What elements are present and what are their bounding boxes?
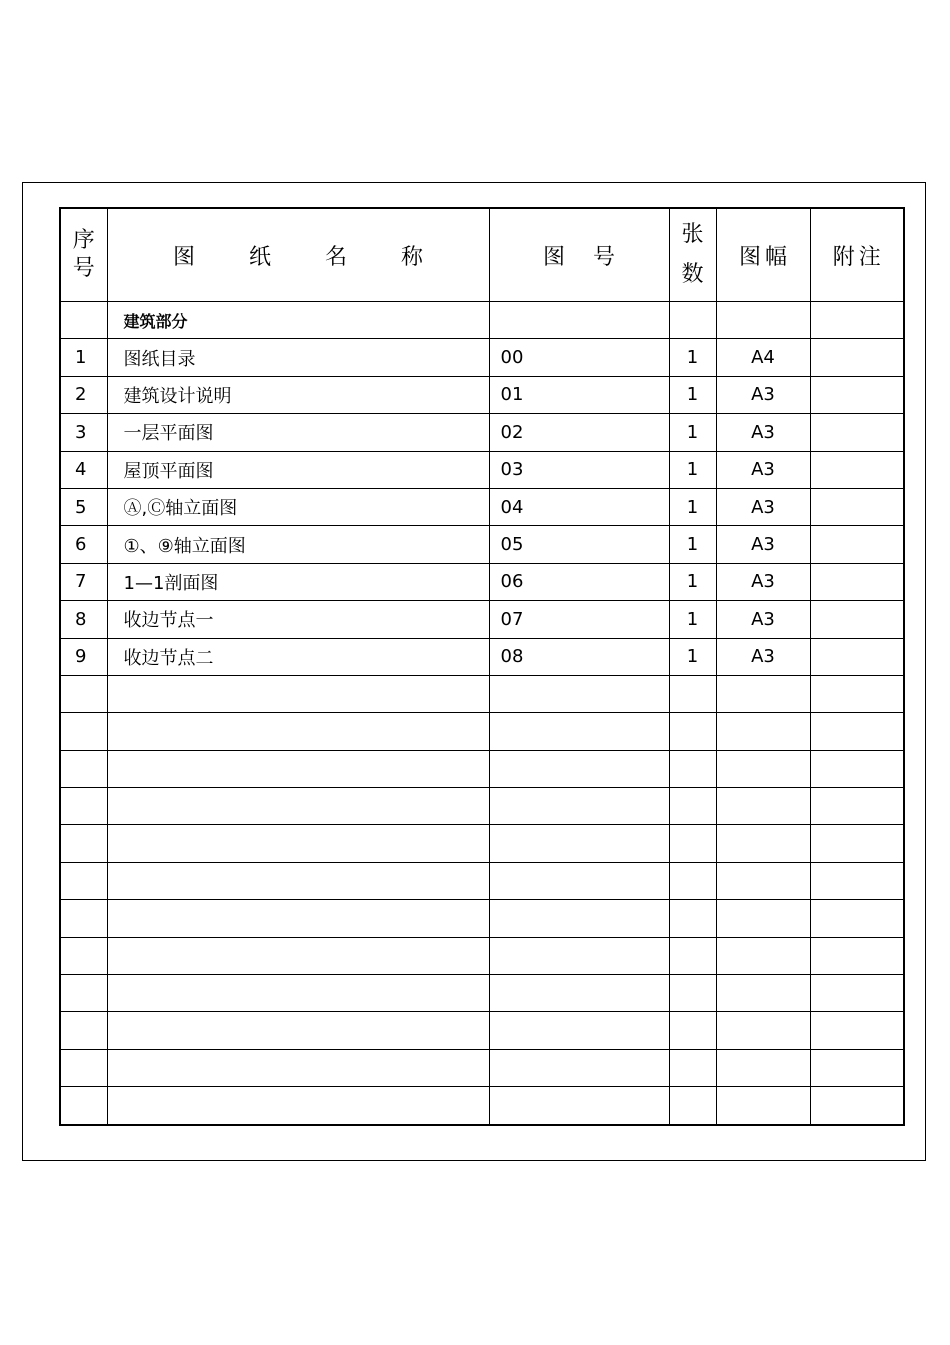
cell-number xyxy=(489,713,669,750)
cell-number xyxy=(489,862,669,899)
cell-note xyxy=(810,675,904,712)
table-row xyxy=(60,488,904,525)
cell-size: A3 xyxy=(716,638,810,675)
empty-row xyxy=(60,675,904,712)
cell-seq: 6 xyxy=(60,526,107,563)
cell-seq xyxy=(60,302,107,339)
header-seq: 序 号 xyxy=(60,208,107,302)
cell-note xyxy=(810,937,904,974)
cell-size xyxy=(716,1087,810,1125)
cell-number: 02 xyxy=(489,414,669,451)
cell-number xyxy=(489,1049,669,1086)
cell-seq: 1 xyxy=(60,339,107,376)
cell-count xyxy=(669,713,716,750)
section-row xyxy=(60,302,904,339)
cell-size xyxy=(716,825,810,862)
cell-note xyxy=(810,750,904,787)
section-label: 建筑部分 xyxy=(107,302,489,339)
header-name: 图 纸 名 称 xyxy=(107,208,489,302)
cell-name: 收边节点二 xyxy=(107,638,489,675)
empty-row xyxy=(60,937,904,974)
cell-size: A3 xyxy=(716,488,810,525)
cell-count: 1 xyxy=(669,414,716,451)
header-number: 图 号 xyxy=(489,208,669,302)
cell-number: 03 xyxy=(489,451,669,488)
header-row xyxy=(60,208,904,302)
table-row xyxy=(60,526,904,563)
cell-name: ①、⑨轴立面图 xyxy=(107,526,489,563)
empty-row xyxy=(60,975,904,1012)
cell-seq xyxy=(60,1049,107,1086)
cell-number: 08 xyxy=(489,638,669,675)
cell-count xyxy=(669,302,716,339)
cell-seq: 8 xyxy=(60,601,107,638)
cell-count xyxy=(669,900,716,937)
cell-seq xyxy=(60,900,107,937)
cell-number: 04 xyxy=(489,488,669,525)
cell-seq xyxy=(60,1012,107,1049)
cell-count: 1 xyxy=(669,526,716,563)
cell-size xyxy=(716,1012,810,1049)
cell-seq xyxy=(60,675,107,712)
cell-seq: 4 xyxy=(60,451,107,488)
cell-count xyxy=(669,825,716,862)
cell-count xyxy=(669,862,716,899)
cell-note xyxy=(810,302,904,339)
cell-name: 屋顶平面图 xyxy=(107,451,489,488)
cell-name: 收边节点一 xyxy=(107,601,489,638)
cell-name xyxy=(107,975,489,1012)
cell-note xyxy=(810,900,904,937)
cell-count xyxy=(669,750,716,787)
cell-size xyxy=(716,675,810,712)
cell-count xyxy=(669,788,716,825)
cell-size: A3 xyxy=(716,451,810,488)
cell-note xyxy=(810,488,904,525)
cell-count: 1 xyxy=(669,339,716,376)
cell-size xyxy=(716,713,810,750)
cell-name xyxy=(107,1049,489,1086)
cell-size: A3 xyxy=(716,563,810,600)
cell-name: Ⓐ,Ⓒ轴立面图 xyxy=(107,488,489,525)
cell-size xyxy=(716,750,810,787)
table-row xyxy=(60,601,904,638)
table-row xyxy=(60,414,904,451)
empty-row xyxy=(60,788,904,825)
cell-seq: 5 xyxy=(60,488,107,525)
cell-note xyxy=(810,638,904,675)
cell-name xyxy=(107,862,489,899)
cell-note xyxy=(810,339,904,376)
cell-number: 06 xyxy=(489,563,669,600)
cell-seq xyxy=(60,975,107,1012)
cell-count: 1 xyxy=(669,376,716,413)
cell-size: A3 xyxy=(716,526,810,563)
cell-number: 00 xyxy=(489,339,669,376)
cell-seq: 3 xyxy=(60,414,107,451)
table-row xyxy=(60,451,904,488)
cell-note xyxy=(810,1087,904,1125)
cell-name xyxy=(107,1087,489,1125)
table-row xyxy=(60,638,904,675)
cell-name: 1—1剖面图 xyxy=(107,563,489,600)
cell-name xyxy=(107,675,489,712)
empty-row xyxy=(60,750,904,787)
cell-seq xyxy=(60,825,107,862)
cell-count xyxy=(669,675,716,712)
cell-size xyxy=(716,1049,810,1086)
header-note: 附 注 xyxy=(810,208,904,302)
cell-number: 07 xyxy=(489,601,669,638)
cell-name: 一层平面图 xyxy=(107,414,489,451)
table-row xyxy=(60,339,904,376)
cell-size: A3 xyxy=(716,414,810,451)
cell-name xyxy=(107,788,489,825)
empty-row xyxy=(60,1012,904,1049)
cell-note xyxy=(810,825,904,862)
cell-seq xyxy=(60,750,107,787)
cell-note xyxy=(810,601,904,638)
cell-size xyxy=(716,975,810,1012)
cell-seq xyxy=(60,788,107,825)
cell-seq: 7 xyxy=(60,563,107,600)
cell-count xyxy=(669,937,716,974)
cell-number xyxy=(489,675,669,712)
cell-note xyxy=(810,526,904,563)
cell-size xyxy=(716,862,810,899)
empty-row xyxy=(60,713,904,750)
cell-number xyxy=(489,1087,669,1125)
cell-number xyxy=(489,825,669,862)
cell-number xyxy=(489,302,669,339)
cell-size xyxy=(716,900,810,937)
cell-count: 1 xyxy=(669,601,716,638)
cell-name xyxy=(107,825,489,862)
cell-number: 01 xyxy=(489,376,669,413)
cell-size: A3 xyxy=(716,376,810,413)
cell-count: 1 xyxy=(669,638,716,675)
header-size: 图 幅 xyxy=(716,208,810,302)
cell-note xyxy=(810,1012,904,1049)
cell-name: 建筑设计说明 xyxy=(107,376,489,413)
cell-size: A3 xyxy=(716,601,810,638)
cell-note xyxy=(810,414,904,451)
cell-seq: 2 xyxy=(60,376,107,413)
cell-size xyxy=(716,302,810,339)
empty-row xyxy=(60,900,904,937)
cell-count: 1 xyxy=(669,488,716,525)
cell-size xyxy=(716,788,810,825)
cell-note xyxy=(810,788,904,825)
cell-number xyxy=(489,750,669,787)
cell-count xyxy=(669,1012,716,1049)
cell-seq xyxy=(60,713,107,750)
empty-row xyxy=(60,862,904,899)
cell-note xyxy=(810,563,904,600)
cell-count: 1 xyxy=(669,563,716,600)
cell-note xyxy=(810,862,904,899)
cell-seq: 9 xyxy=(60,638,107,675)
cell-number xyxy=(489,937,669,974)
cell-note xyxy=(810,1049,904,1086)
cell-note xyxy=(810,975,904,1012)
cell-number: 05 xyxy=(489,526,669,563)
cell-name xyxy=(107,1012,489,1049)
table-row xyxy=(60,376,904,413)
cell-number xyxy=(489,900,669,937)
cell-size xyxy=(716,937,810,974)
cell-number xyxy=(489,975,669,1012)
cell-name: 图纸目录 xyxy=(107,339,489,376)
cell-note xyxy=(810,451,904,488)
cell-note xyxy=(810,713,904,750)
cell-name xyxy=(107,713,489,750)
cell-number xyxy=(489,1012,669,1049)
cell-note xyxy=(810,376,904,413)
cell-count xyxy=(669,975,716,1012)
empty-row xyxy=(60,825,904,862)
empty-row xyxy=(60,1049,904,1086)
cell-name xyxy=(107,900,489,937)
cell-count xyxy=(669,1049,716,1086)
cell-seq xyxy=(60,937,107,974)
header-count: 张 数 xyxy=(669,208,716,302)
cell-name xyxy=(107,937,489,974)
table-row xyxy=(60,563,904,600)
empty-row xyxy=(60,1087,904,1125)
cell-count: 1 xyxy=(669,451,716,488)
cell-size: A4 xyxy=(716,339,810,376)
cell-name xyxy=(107,750,489,787)
cell-count xyxy=(669,1087,716,1125)
cell-seq xyxy=(60,1087,107,1125)
drawing-catalog-table xyxy=(59,207,905,1126)
cell-seq xyxy=(60,862,107,899)
cell-number xyxy=(489,788,669,825)
